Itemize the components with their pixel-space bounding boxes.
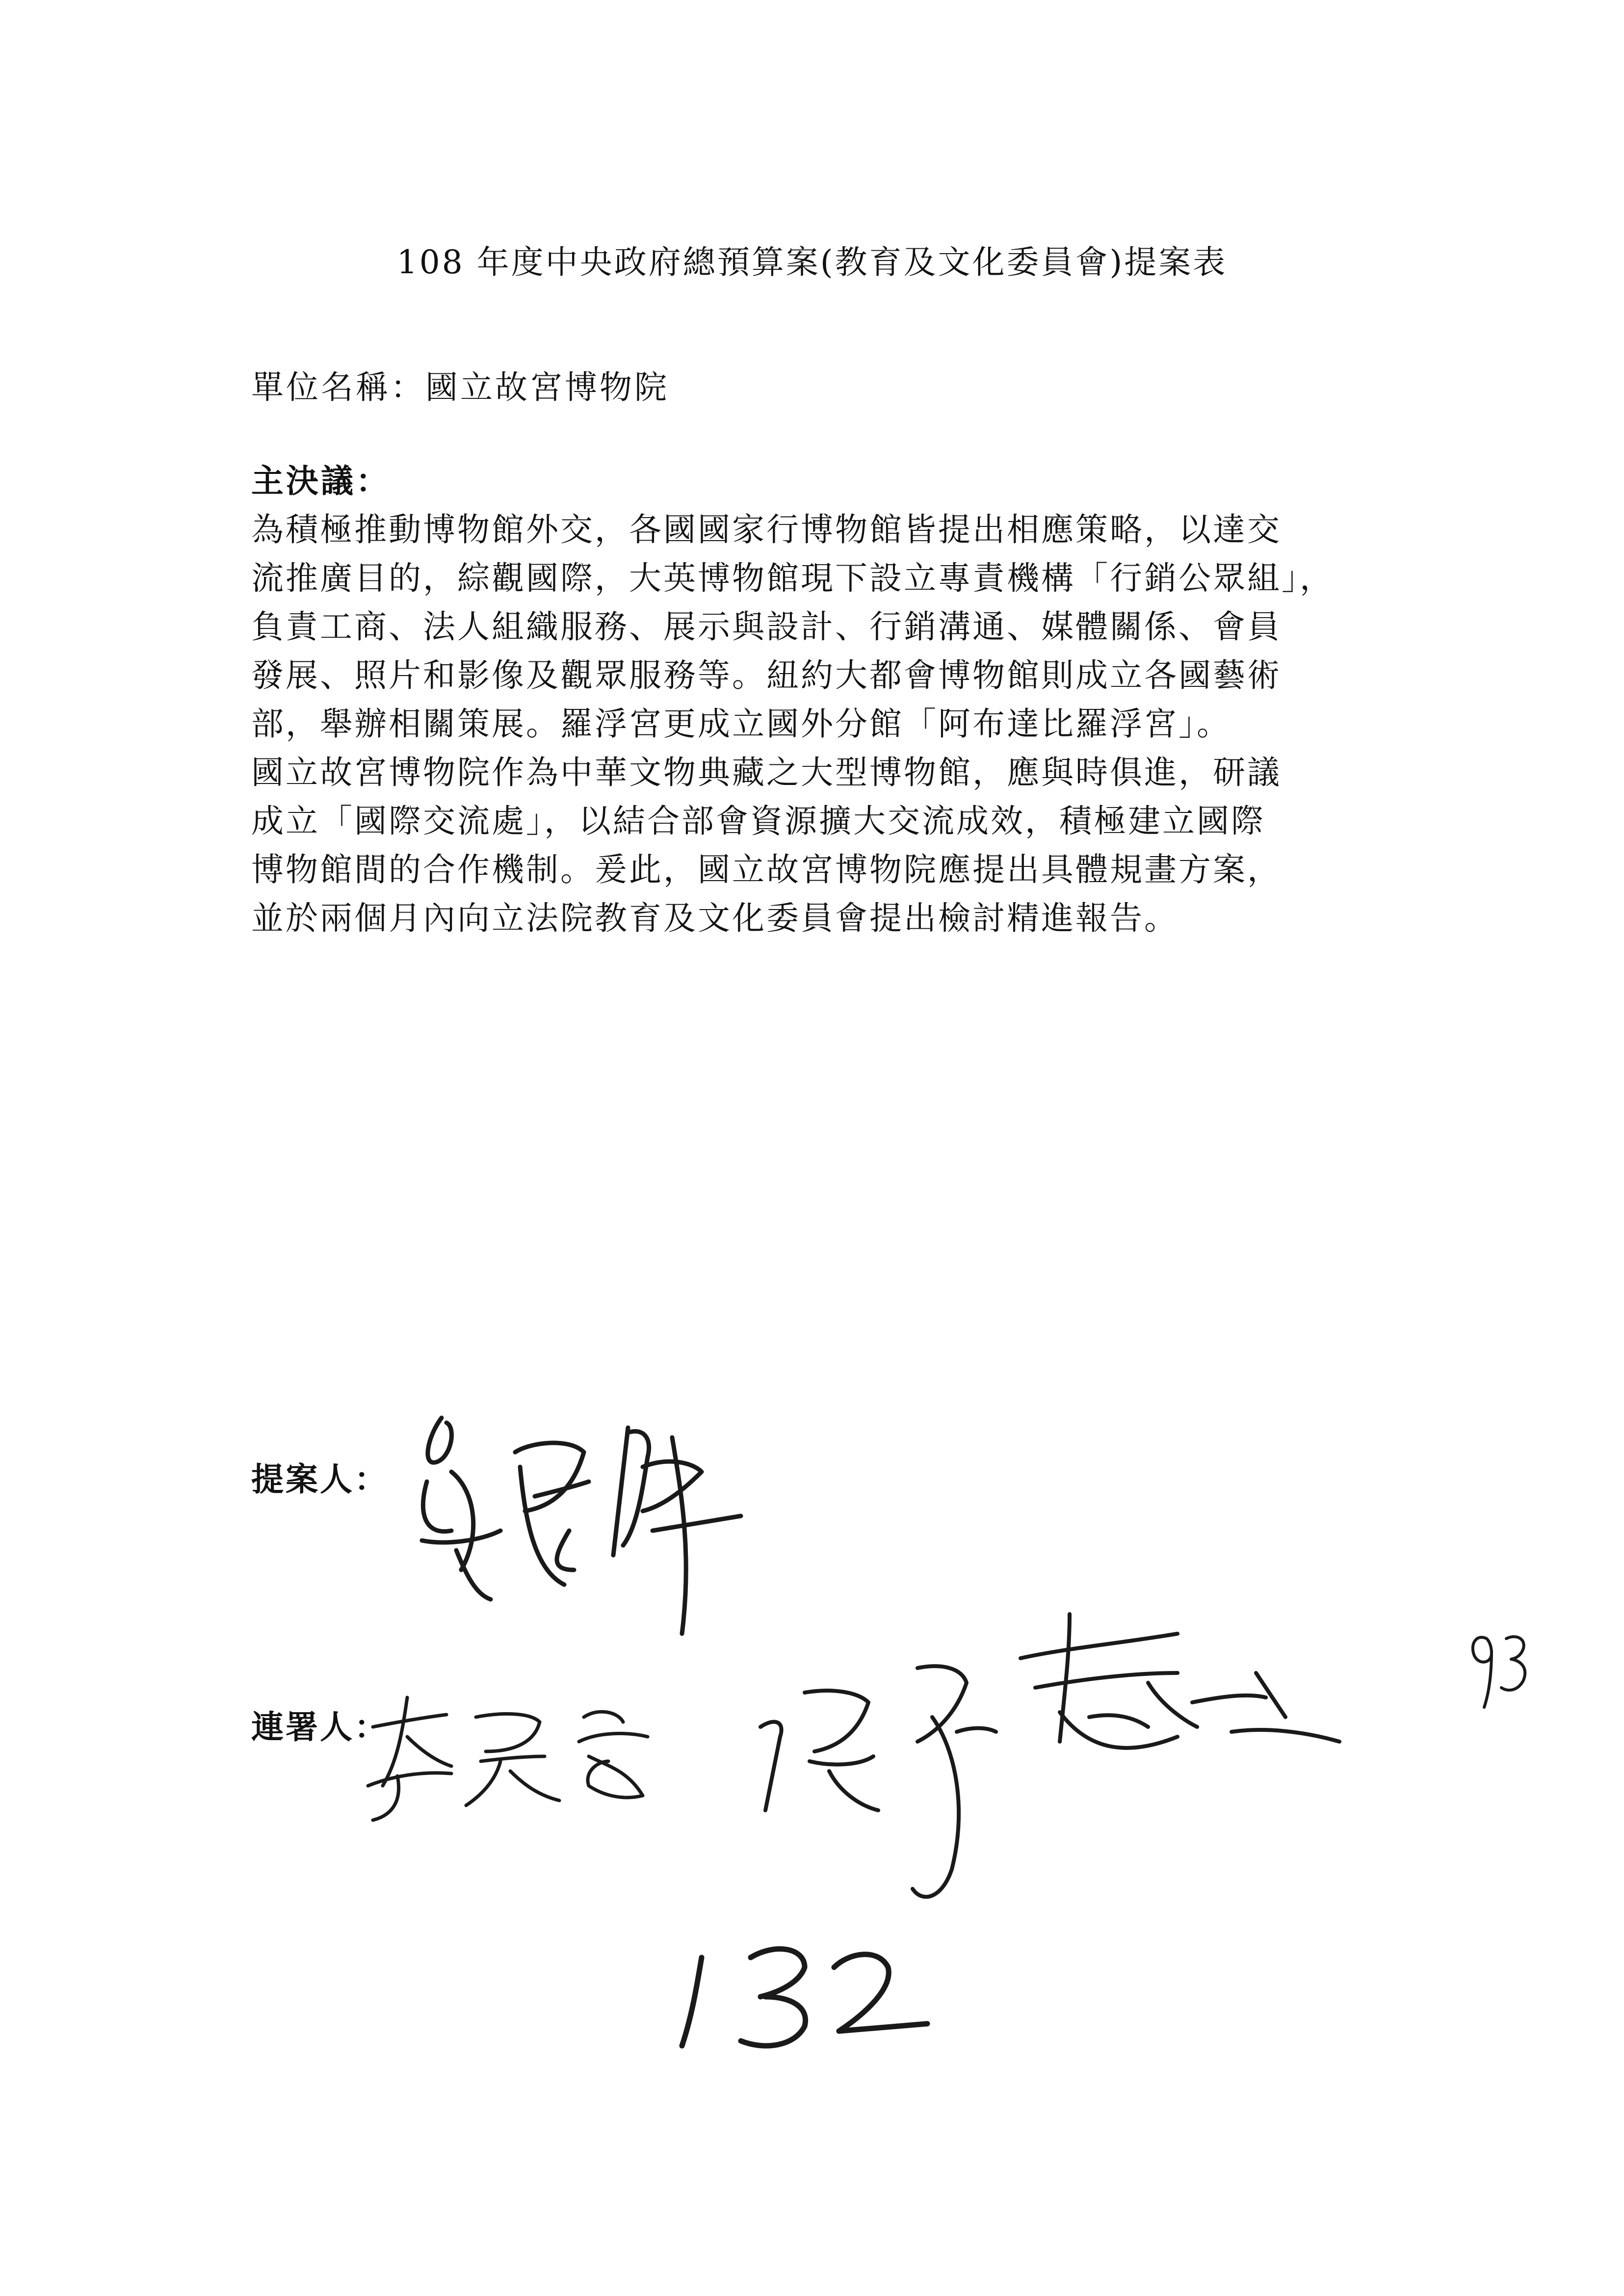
body-line: 部，舉辦相關策展。羅浮宮更成立國外分館「阿布達比羅浮宮」。 (251, 705, 1231, 743)
body-line: 成立「國際交流處」，以結合部會資源擴大交流成效，積極建立國際 (251, 802, 1265, 840)
cosigner-signature (353, 1688, 667, 1825)
unit-name-line: 單位名稱：國立故宮博物院 (251, 368, 669, 406)
body-line: 負責工商、法人組織服務、展示與設計、行銷溝通、媒體關係、會員 (251, 608, 1282, 646)
cosigner-signature (746, 1604, 1364, 1908)
proposer-label: 提案人： (251, 1460, 389, 1498)
body-line: 並於兩個月內向立法院教育及文化委員會提出檢討精進報告。 (251, 899, 1179, 937)
cosigner-label: 連署人： (251, 1708, 389, 1746)
body-line: 國立故宮博物院作為中華文物典藏之大型博物館，應與時俱進，研議 (251, 754, 1282, 791)
document-title: 108 年度中央政府總預算案(教育及文化委員會)提案表 (396, 243, 1228, 281)
handwritten-sequence-number (672, 1928, 947, 2056)
body-line: 發展、照片和影像及觀眾服務等。紐約大都會博物館則成立各國藝術 (251, 656, 1282, 694)
body-line: 流推廣目的，綜觀國際，大英博物館現下設立專責機構「行銷公眾組」， (251, 559, 1334, 597)
resolution-heading: 主決議： (251, 462, 391, 500)
resolution-body (251, 505, 1389, 942)
proposer-signature (407, 1408, 800, 1653)
body-line: 為積極推動博物館外交，各國國家行博物館皆提出相應策略，以達交 (251, 511, 1282, 548)
body-line: 博物館間的合作機制。爰此，國立故宮博物院應提出具體規畫方案， (251, 851, 1282, 888)
handwritten-page-number (1462, 1619, 1536, 1717)
